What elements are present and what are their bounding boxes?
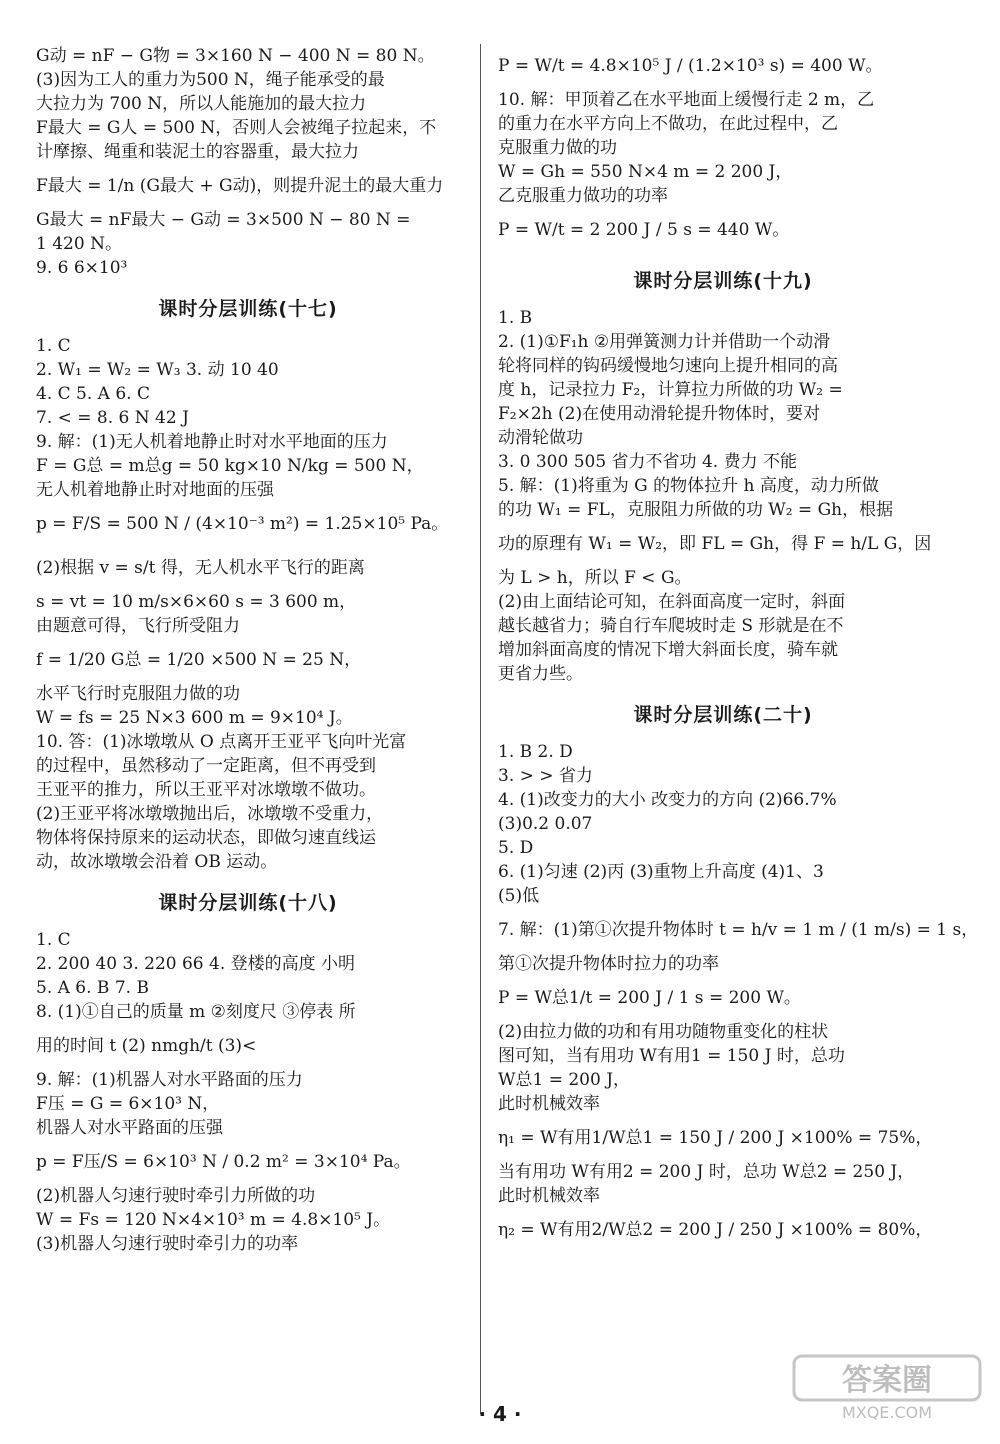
answer-line: 图可知，当有用功 W有用1 = 150 J 时，总功	[498, 1046, 845, 1066]
watermark-logo-text: 答案圈	[842, 1363, 932, 1398]
section-title: 课时分层训练(二十)	[633, 704, 813, 726]
answer-line: (2)由上面结论可知，在斜面高度一定时，斜面	[498, 592, 846, 612]
answer-line: 3. > > 省力	[498, 766, 593, 786]
answer-line: 6. (1)匀速 (2)丙 (3)重物上升高度 (4)1、3	[498, 862, 824, 882]
text-line: 克服重力做的功	[498, 138, 617, 158]
answer-line: s = vt = 10 m/s×6×60 s = 3 600 m，	[36, 592, 357, 612]
answer-line: 物体将保持原来的运动状态，即做匀速直线运	[36, 828, 376, 848]
page-number: · 4 ·	[478, 1402, 522, 1426]
answer-line: 用的时间 t (2) nmgh/t (3)<	[36, 1036, 257, 1056]
watermark-url: MXQE.COM	[841, 1403, 933, 1422]
answer-line: p = F压/S = 6×10³ N / 0.2 m² = 3×10⁴ Pa。	[36, 1152, 411, 1172]
answer-line: 功的原理有 W₁ = W₂，即 FL = Gh，得 F = h/L G，因	[498, 534, 932, 554]
answer-line: (5)低	[498, 886, 540, 906]
answer-line: 此时机械效率	[498, 1094, 600, 1114]
text-line: 1 420 N。	[36, 234, 122, 254]
answer-line: 无人机着地静止时对地面的压强	[36, 480, 274, 500]
answer-line: 7. 解：(1)第①次提升物体时 t = h/v = 1 m / (1 m/s) = 1 s，	[498, 920, 979, 940]
text-line: 的重力在水平方向上不做功，在此过程中，乙	[498, 114, 838, 134]
text-line: 9. 6 6×10³	[36, 258, 128, 278]
answer-line: 动滑轮做功	[498, 428, 583, 448]
text-line: (3)因为工人的重力为500 N，绳子能承受的最	[36, 70, 385, 90]
answer-line: W = Fs = 120 N×4×10³ m = 4.8×10⁵ J。	[36, 1210, 391, 1230]
answer-line: P = W总1/t = 200 J / 1 s = 200 W。	[498, 988, 801, 1008]
answer-line: 此时机械效率	[498, 1186, 600, 1206]
answer-line: 10. 答：(1)冰墩墩从 O 点离开王亚平飞向叶光富	[36, 732, 407, 752]
answer-line: F压 = G = 6×10³ N，	[36, 1094, 220, 1114]
answer-line: 8. (1)①自己的质量 m ②刻度尺 ③停表 所	[36, 1002, 356, 1022]
answer-line: (2)由拉力做的功和有用功随物重变化的柱状	[498, 1022, 829, 1042]
answer-line: 越长越省力；骑自行车爬坡时走 S 形就是在不	[498, 616, 844, 636]
answer-line: 由题意可得，飞行所受阻力	[36, 616, 240, 636]
text-line: G最大 = nF最大 − G动 = 3×500 N − 80 N =	[36, 210, 411, 230]
answer-line: 2. (1)①F₁h ②用弹簧测力计并借助一个动滑	[498, 332, 831, 352]
text-line: F最大 = 1/n (G最大 + G动)，则提升泥土的最大重力	[36, 176, 444, 196]
answer-line: 轮将同样的钩码缓慢地匀速向上提升相同的高	[498, 356, 838, 376]
answer-line: 机器人对水平路面的压强	[36, 1118, 223, 1138]
answer-line: 水平飞行时克服阻力做的功	[36, 684, 240, 704]
answer-line: 5. 解：(1)将重为 G 的物体拉升 h 高度，动力所做	[498, 476, 879, 496]
answer-line: 4. (1)改变力的大小 改变力的方向 (2)66.7%	[498, 790, 837, 810]
text-line: P = W/t = 2 200 J / 5 s = 440 W。	[498, 220, 790, 240]
left-column	[36, 44, 460, 1256]
right-column	[498, 44, 979, 1252]
answer-line: η₂ = W有用2/W总2 = 200 J / 250 J ×100% = 80%，	[498, 1220, 933, 1240]
answer-line: 5. A 6. B 7. B	[36, 978, 149, 998]
answer-line: 2. 200 40 3. 220 66 4. 登楼的高度 小明	[36, 954, 356, 974]
answer-line: (3)机器人匀速行驶时牵引力的功率	[36, 1234, 299, 1254]
answer-line: p = F/S = 500 N / (4×10⁻³ m²) = 1.25×10⁵ Pa。	[36, 514, 449, 534]
answer-line: 的过程中，虽然移动了一定距离，但不再受到	[36, 756, 376, 776]
answer-line: 4. C 5. A 6. C	[36, 384, 150, 404]
answer-line: 9. 解：(1)无人机着地静止时对水平地面的压力	[36, 432, 388, 452]
answer-line: (2)根据 v = s/t 得，无人机水平飞行的距离	[36, 558, 365, 578]
answer-line: 5. D	[498, 838, 534, 858]
watermark-logo-icon	[792, 1352, 982, 1422]
answer-line: 为 L > h，所以 F < G。	[498, 568, 692, 588]
section-title: 课时分层训练(十七)	[158, 298, 338, 320]
text-line: G动 = nF − G物 = 3×160 N − 400 N = 80 N。	[36, 46, 435, 66]
column-divider	[480, 44, 481, 1414]
answer-line: 1. C	[36, 930, 71, 950]
text-line: F最大 = G人 = 500 N，否则人会被绳子拉起来，不	[36, 118, 437, 138]
answer-line: 3. 0 300 505 省力不省功 4. 费力 不能	[498, 452, 797, 472]
answer-line: 当有用功 W有用2 = 200 J 时，总功 W总2 = 250 J，	[498, 1162, 915, 1182]
answer-line: 2. W₁ = W₂ = W₃ 3. 动 10 40	[36, 360, 279, 380]
section-title: 课时分层训练(十八)	[158, 892, 338, 914]
answer-line: 动，故冰墩墩会沿着 OB 运动。	[36, 852, 278, 872]
answer-line: 9. 解：(1)机器人对水平路面的压力	[36, 1070, 303, 1090]
text-line: 计摩擦、绳重和装泥土的容器重，最大拉力	[36, 142, 359, 162]
answer-line: 1. C	[36, 336, 71, 356]
answer-line: F = G总 = m总g = 50 kg×10 N/kg = 500 N，	[36, 456, 424, 476]
text-line: 10. 解：甲顶着乙在水平地面上缓慢行走 2 m，乙	[498, 90, 875, 110]
answer-line: 度 h，记录拉力 F₂，计算拉力所做的功 W₂ =	[498, 380, 843, 400]
answer-line: W = fs = 25 N×3 600 m = 9×10⁴ J。	[36, 708, 353, 728]
answer-line: 更省力些。	[498, 664, 583, 684]
answer-line: 增加斜面高度的情况下增大斜面长度，骑车就	[498, 640, 838, 660]
text-line: W = Gh = 550 N×4 m = 2 200 J，	[498, 162, 793, 182]
answer-line: 第①次提升物体时拉力的功率	[498, 954, 719, 974]
answer-line: η₁ = W有用1/W总1 = 150 J / 200 J ×100% = 75%，	[498, 1128, 933, 1148]
answer-line: 王亚平的推力，所以王亚平对冰墩墩不做功。	[36, 780, 376, 800]
text-line: 乙克服重力做功的功率	[498, 186, 668, 206]
answer-line: (2)机器人匀速行驶时牵引力所做的功	[36, 1186, 316, 1206]
answer-line: 7. < = 8. 6 N 42 J	[36, 408, 189, 428]
answer-line: f = 1/20 G总 = 1/20 ×500 N = 25 N，	[36, 650, 362, 670]
answer-line: F₂×2h (2)在使用动滑轮提升物体时，要对	[498, 404, 821, 424]
text-line: P = W/t = 4.8×10⁵ J / (1.2×10³ s) = 400 W。	[498, 56, 883, 76]
answer-line: 1. B 2. D	[498, 742, 573, 762]
text-line: 大拉力为 700 N，所以人能施加的最大拉力	[36, 94, 367, 114]
section-title: 课时分层训练(十九)	[633, 270, 813, 292]
answer-line: (3)0.2 0.07	[498, 814, 593, 834]
answer-line: W总1 = 200 J，	[498, 1070, 631, 1090]
answer-line: 的功 W₁ = FL，克服阻力所做的功 W₂ = Gh，根据	[498, 500, 894, 520]
answer-line: 1. B	[498, 308, 533, 328]
answer-line: (2)王亚平将冰墩墩抛出后，冰墩墩不受重力，	[36, 804, 384, 824]
